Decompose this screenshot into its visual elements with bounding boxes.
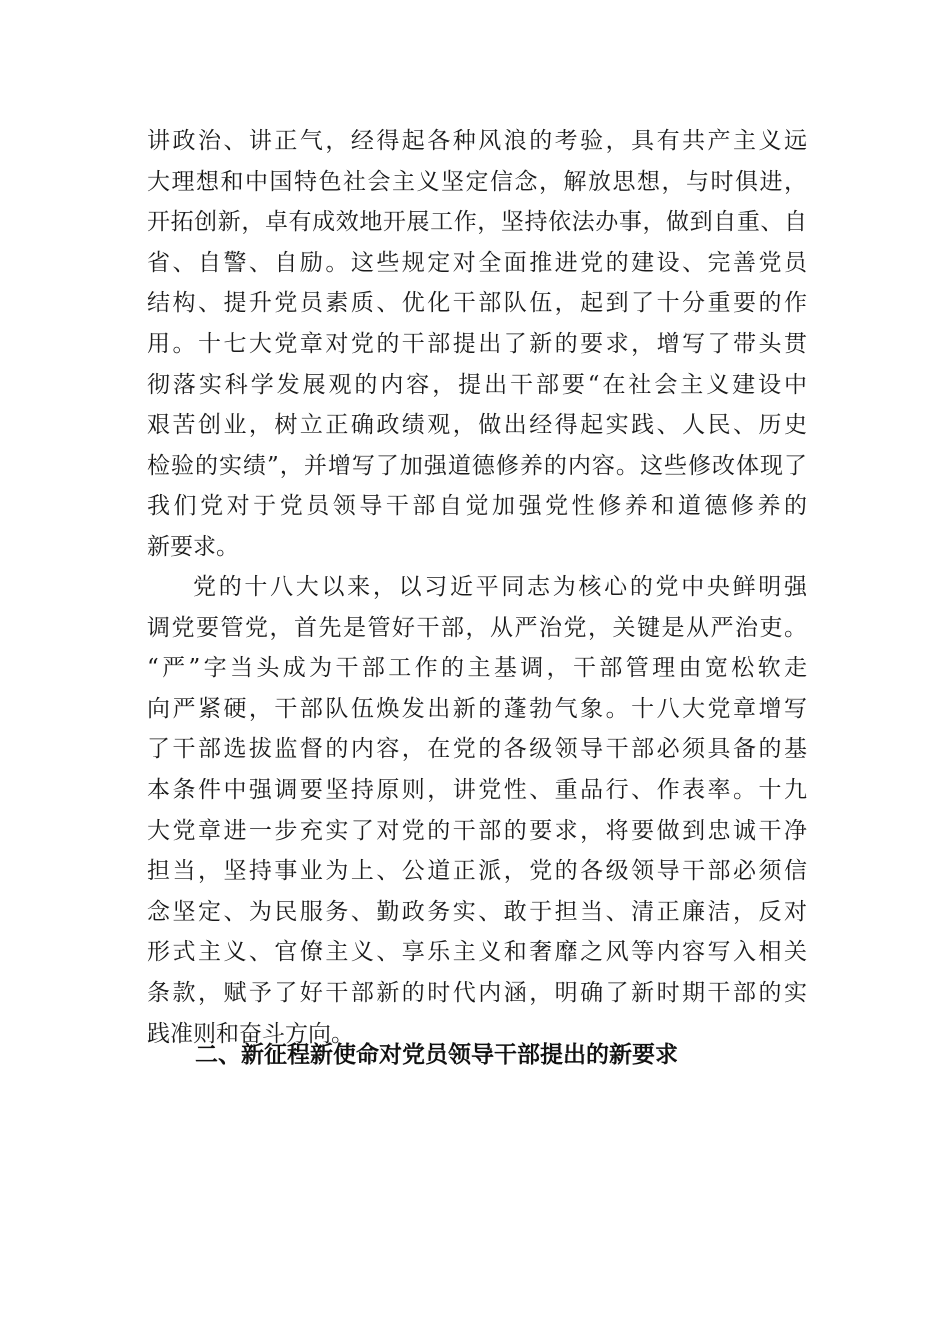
paragraph-line: 讲政治、讲正气，经得起各种风浪的考验，具有共产主义远 [147,128,807,154]
section-heading: 二、新征程新使命对党员领导干部提出的新要求 [195,1042,678,1068]
paragraph-line: 省、自警、自励。这些规定对全面推进党的建设、完善党员 [147,249,807,276]
paragraph-line: 条款，赋予了好干部新的时代内涵，明确了新时期干部的实 [147,979,807,1006]
paragraph-since-18th-congress [147,567,807,1054]
paragraph-line: “严”字当头成为干部工作的主基调，干部管理由宽松软走 [147,655,807,682]
paragraph-line: 检验的实绩”，并增写了加强道德修养的内容。这些修改体现了 [147,452,807,479]
paragraph-line: 艰苦创业，树立正确政绩观，做出经得起实践、人民、历史 [147,412,807,439]
paragraph-line: 开拓创新，卓有成效地开展工作，坚持依法办事，做到自重、自 [147,209,807,236]
paragraph-line: 担当，坚持事业为上、公道正派，党的各级领导干部必须信 [147,858,807,885]
paragraph-line: 形式主义、官僚主义、享乐主义和奢靡之风等内容写入相关 [147,939,807,966]
paragraph-line: 调党要管党，首先是管好干部，从严治党，关键是从严治吏。 [147,614,807,641]
paragraph-line: 念坚定、为民服务、勤政务实、敢于担当、清正廉洁，反对 [147,898,807,925]
paragraph-line: 大理想和中国特色社会主义坚定信念，解放思想，与时俱进， [147,168,807,195]
paragraph-line: 党的十八大以来，以习近平同志为核心的党中央鲜明强 [193,574,807,600]
paragraph-line: 用。十七大党章对党的干部提出了新的要求，增写了带头贯 [147,330,807,357]
paragraph-line: 践准则和奋斗方向。 [147,1020,354,1047]
paragraph-line: 了干部选拔监督的内容，在党的各级领导干部必须具备的基 [147,736,807,763]
paragraph-continuation [147,121,807,568]
paragraph-line: 我们党对于党员领导干部自觉加强党性修养和道德修养的 [147,493,807,520]
paragraph-line: 新要求。 [147,533,239,560]
paragraph-line: 向严紧硬，干部队伍焕发出新的蓬勃气象。十八大党章增写 [147,695,807,722]
paragraph-line: 大党章进一步充实了对党的干部的要求，将要做到忠诚干净 [147,817,807,844]
paragraph-line: 结构、提升党员素质、优化干部队伍，起到了十分重要的作 [147,290,807,317]
paragraph-line: 本条件中强调要坚持原则，讲党性、重品行、作表率。十九 [147,776,807,803]
paragraph-line: 彻落实科学发展观的内容，提出干部要“在社会主义建设中 [147,371,807,398]
